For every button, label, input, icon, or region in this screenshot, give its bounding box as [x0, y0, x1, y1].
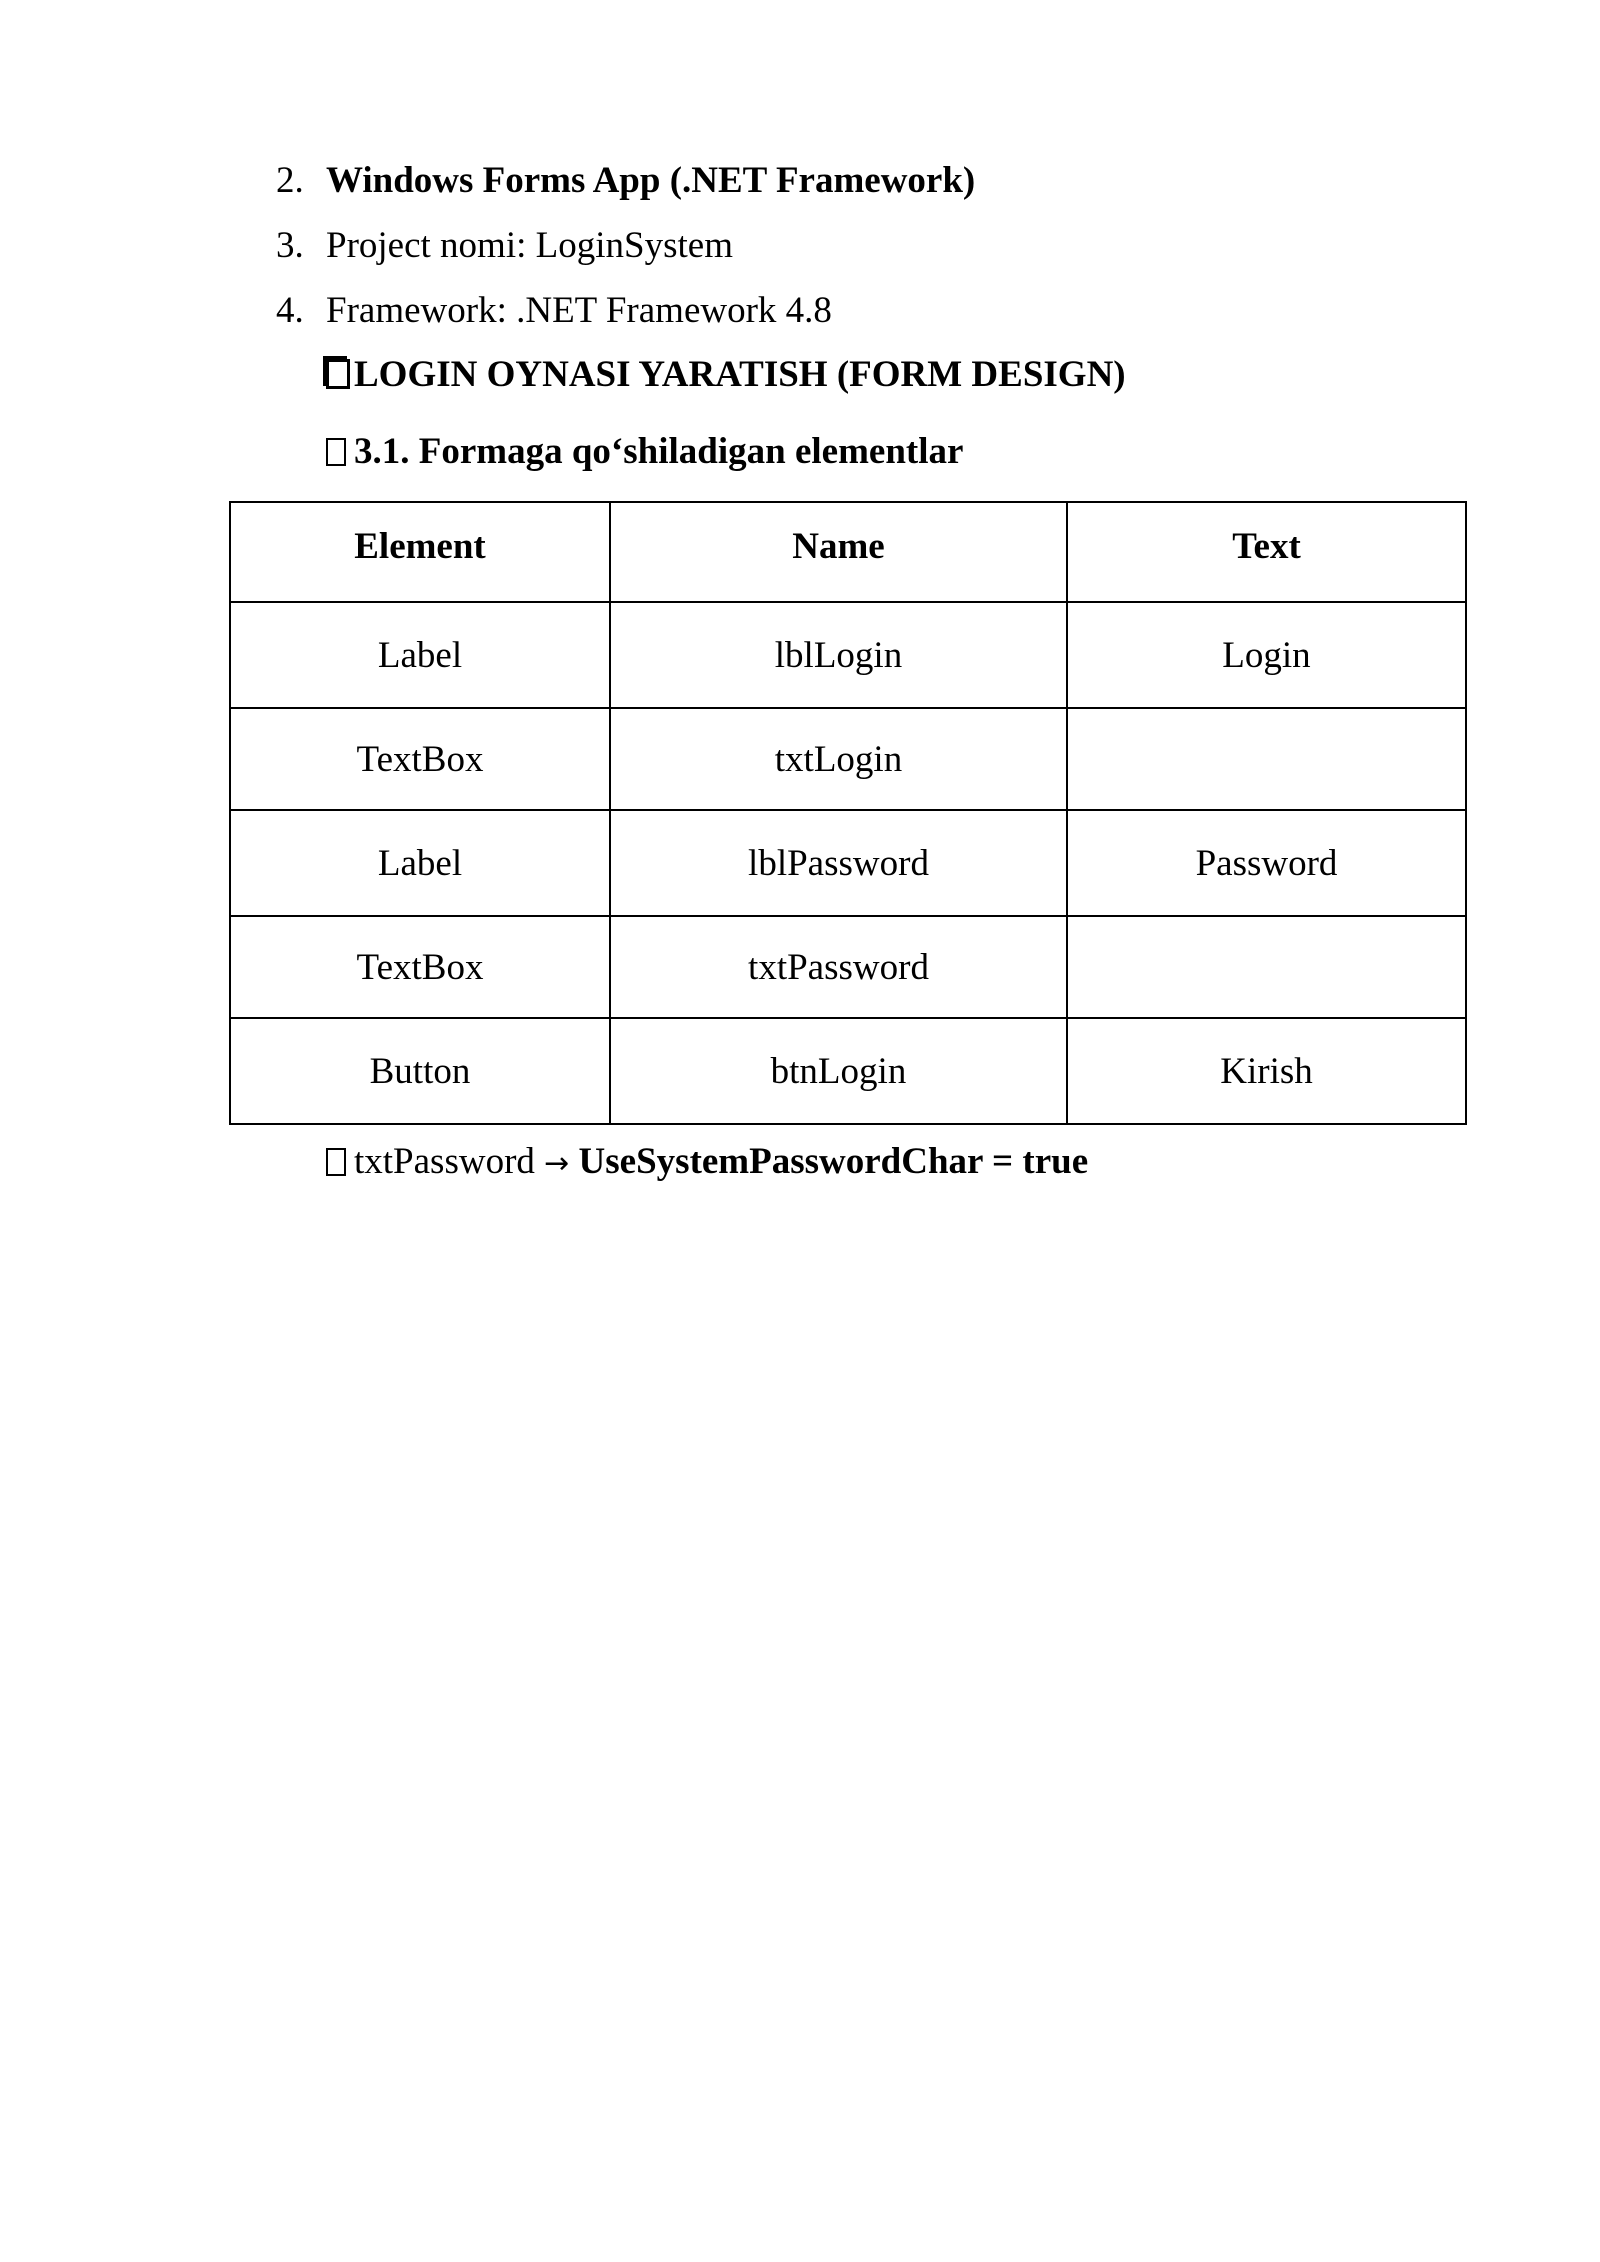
table-row [230, 708, 1466, 810]
missing-glyph-icon [326, 438, 346, 466]
note-setting: UseSystemPasswordChar = true [578, 1141, 1089, 1182]
list-item [276, 213, 975, 278]
cell-name: txtPassword [610, 916, 1067, 1018]
cell-name: lblPassword [610, 810, 1067, 916]
header-text: Text [1067, 502, 1466, 602]
header-element: Element [230, 502, 610, 602]
list-number: 4. [276, 290, 304, 331]
section-heading [326, 353, 1126, 397]
cell-element: Button [230, 1018, 610, 1124]
section-heading-text: LOGIN OYNASI YARATISH (FORM DESIGN) [354, 354, 1126, 395]
numbered-list [276, 148, 975, 343]
table-header-row [230, 502, 1466, 602]
subsection-heading-text: 3.1. Formaga qo‘shiladigan elementlar [354, 431, 964, 472]
cell-name: lblLogin [610, 602, 1067, 708]
cell-text: Login [1067, 602, 1466, 708]
cell-element: Label [230, 810, 610, 916]
cell-name: btnLogin [610, 1018, 1067, 1124]
form-elements-table [229, 501, 1467, 1125]
header-name: Name [610, 502, 1067, 602]
keycap-3-icon [326, 359, 350, 389]
cell-text: Kirish [1067, 1018, 1466, 1124]
cell-text [1067, 708, 1466, 810]
list-text: Windows Forms App (.NET Framework) [326, 160, 976, 201]
list-text: Project nomi: LoginSystem [326, 225, 733, 266]
table-row [230, 602, 1466, 708]
table-row [230, 916, 1466, 1018]
cell-element: TextBox [230, 916, 610, 1018]
cell-name: txtLogin [610, 708, 1067, 810]
cell-element: TextBox [230, 708, 610, 810]
list-number: 2. [276, 160, 304, 201]
cell-text [1067, 916, 1466, 1018]
list-text: Framework: .NET Framework 4.8 [326, 290, 832, 331]
note-field: txtPassword [354, 1141, 535, 1182]
list-number: 3. [276, 225, 304, 266]
subsection-heading [326, 430, 963, 474]
missing-glyph-icon [326, 1148, 346, 1176]
list-item [276, 148, 975, 213]
table-row [230, 1018, 1466, 1124]
list-item [276, 278, 975, 343]
cell-text: Password [1067, 810, 1466, 916]
arrow-icon: → [544, 1146, 570, 1181]
table-row [230, 810, 1466, 916]
password-note [326, 1140, 1088, 1186]
cell-element: Label [230, 602, 610, 708]
